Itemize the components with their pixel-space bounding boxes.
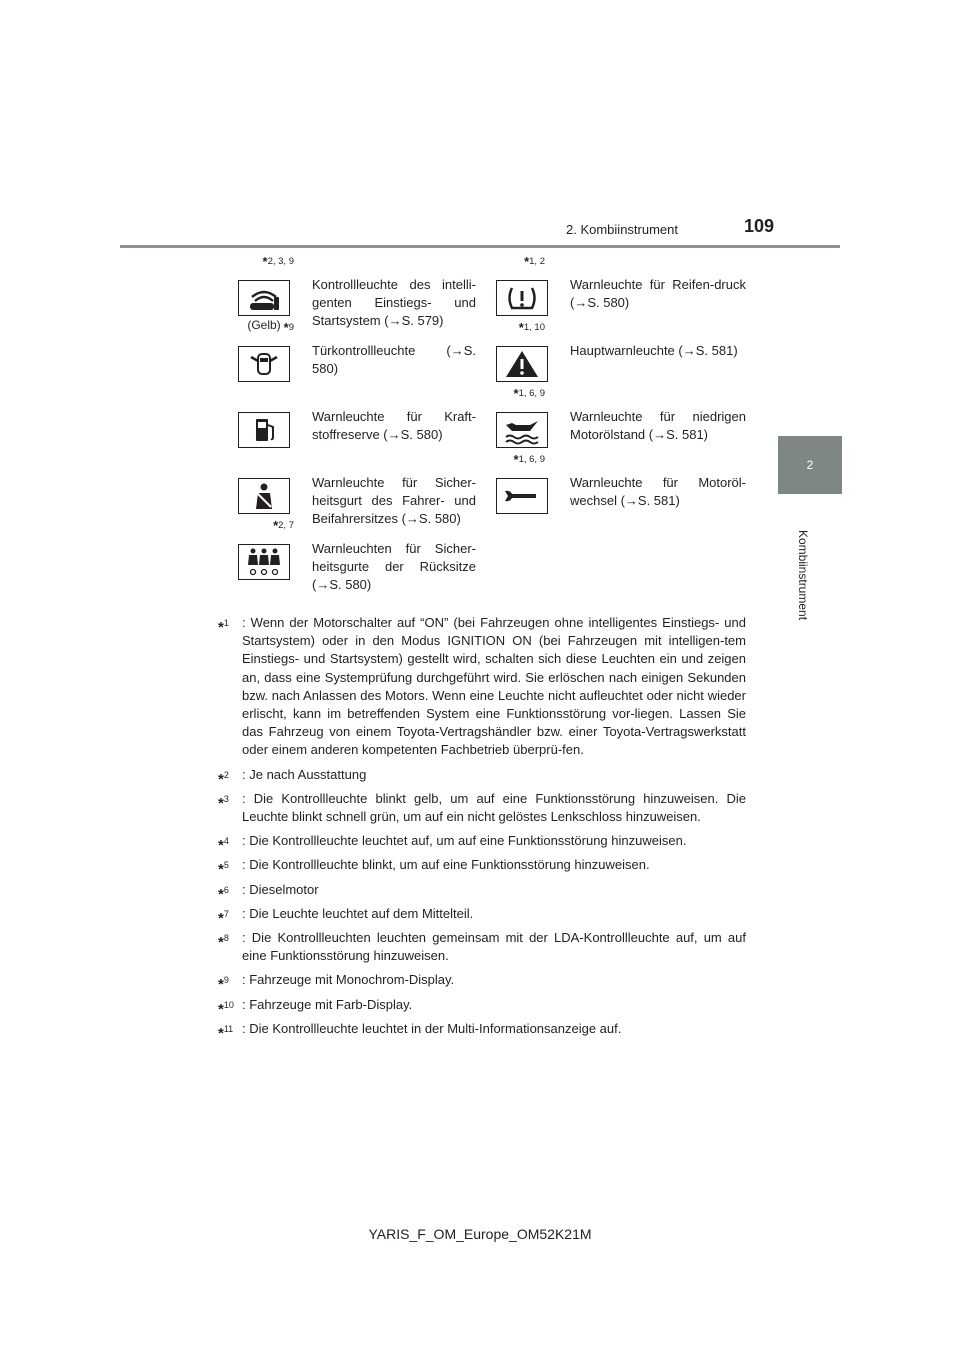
indicator-row: [210, 386, 750, 460]
indicator-description: Warnleuchte für Kraft-stoffreserve (→S. 580): [312, 409, 476, 442]
indicator-entry: [210, 460, 480, 526]
indicator-superscript: 1, 10: [523, 322, 545, 333]
indicator-entry: *1, 6, 9 Warnleuchte für niedrigen Motorölstand (→S. 581): [496, 394, 750, 460]
footnote: *$^7$ : Die Leuchte leuchtet auf dem Mittelteil.: [218, 905, 474, 927]
page-number: 109: [744, 216, 775, 236]
indicator-description: Türkontrollleuchte (→S. 580): [312, 343, 476, 376]
header-rule: [120, 245, 840, 248]
indicator-entry: *2, 3, 9 (Gelb) Kontrollleuchte des intelli-genten Einstiegs- und Startsystem (→S. 579): [210, 262, 480, 328]
indicator-description: Warnleuchte für Motoröl-wechsel (→S. 581): [570, 475, 746, 508]
indicator-row: [210, 452, 750, 526]
tire-pressure-icon: [496, 280, 548, 316]
indicator-entry: *2, 7 Warnleuchten für Sicher-heitsgurte der Rücksitze (→S. 580): [210, 526, 480, 592]
indicator-superscript: 1, 2: [529, 256, 545, 267]
footnote: *$^{11}$ : Die Kontrollleuchte leuchtet in der Multi-Informationsanzeige auf.: [218, 1020, 622, 1042]
indicator-description: Kontrollleuchte des intelli-genten Einstiegs- und Startsystem (→S. 579): [312, 277, 476, 328]
indicator-superscript: 2, 3, 9: [267, 256, 294, 267]
oil-level-icon: [496, 412, 548, 448]
indicator-superscript: 1, 6, 9: [518, 388, 545, 399]
indicator-table: [210, 254, 750, 592]
indicator-description: Warnleuchten für Sicher-heitsgurte der Rücksitze (→S. 580): [312, 541, 476, 592]
indicator-superscript: 1, 6, 9: [518, 454, 545, 465]
indicator-entry: *1, 6, 9 Warnleuchte für Motoröl-wechsel (→S. 581): [496, 460, 750, 526]
document-code: YARIS_F_OM_Europe_OM52K21M: [368, 1226, 592, 1242]
indicator-superscript: 2, 7: [278, 520, 294, 531]
rear-seatbelts-icon: [238, 544, 290, 580]
section-title: 2. Kombiinstrument: [566, 222, 678, 237]
chapter-label: Kombiinstrument: [796, 530, 810, 621]
indicator-entry: *9 Türkontrollleuchte (→S. 580): [210, 328, 480, 394]
smart-entry-key-icon: [238, 280, 290, 316]
footnote: *$^9$ : Fahrzeuge mit Monochrom-Display.: [218, 972, 455, 994]
indicator-caption: (Gelb): [247, 318, 281, 332]
indicator-entry: *1, 2 Warnleuchte für Reifen-druck (→S. 580): [496, 262, 750, 328]
footnote: *$^1$ : Wenn der Motorschalter auf “ON” (bei Fahrzeugen ohne intelligentes Einstiegs- und Startsystem) oder in den Modus IGNITION ON (bei Fahrzeugen mit intelligen-tem Einstiegs- und Startsystem) gestellt wird, schalten sich diese Leuchten ein und zeigen an, dass eine Systemprüfung durchgeführt wird. Sie erlöschen nach einigen Sekunden bzw. nach Anlassen des Motors. Wenn eine Leuchte nicht aufleuchtet oder nicht wieder erlischt, kann im betreffenden System eine Funktionsstörung vor-liegen. Lassen Sie das Fahrzeug von einem Toyota-Vertragshändler bzw. einer Toyota-Vertragswerkstatt oder einem anderen kompetenten Fachbetrieb überprü-fen.: [218, 615, 746, 758]
footnote: *$^2$ : Je nach Ausstattung: [218, 766, 367, 788]
indicator-entry: *1, 10 Hauptwarnleuchte (→S. 581): [496, 328, 750, 394]
footnote: *$^{10}$ : Fahrzeuge mit Farb-Display.: [218, 996, 413, 1018]
indicator-row: [210, 254, 750, 332]
chapter-tab[interactable]: 2: [778, 436, 842, 494]
fuel-pump-icon: [238, 412, 290, 448]
wrench-icon: [496, 478, 548, 514]
indicator-entry: [210, 394, 480, 460]
indicator-row: [210, 518, 750, 592]
master-warning-icon: [496, 346, 548, 382]
indicator-description: Warnleuchte für Sicher-heitsgurt des Fahrer- und Beifahrersitzes (→S. 580): [312, 475, 476, 526]
footnote: *$^4$ : Die Kontrollleuchte leuchtet auf, um auf eine Funktionsstörung hinzuweisen.: [218, 833, 687, 855]
indicator-description: Hauptwarnleuchte (→S. 581): [570, 343, 738, 358]
indicator-superscript: 9: [288, 322, 294, 333]
footnote: *$^6$ : Dieselmotor: [218, 881, 319, 903]
footnote: *$^5$ : Die Kontrollleuchte blinkt, um auf eine Funktionsstörung hinzuweisen.: [218, 857, 650, 879]
footnote: *$^3$ : Die Kontrollleuchte blinkt gelb, um auf eine Funktionsstörung hinzuweisen. Die Leuchte blinkt schnell grün, um auf ein nicht gelöstes Lenkschloss hinzuweisen.: [218, 790, 746, 825]
indicator-description: Warnleuchte für Reifen-druck (→S. 580): [570, 277, 746, 310]
seatbelt-icon: [238, 478, 290, 514]
door-open-icon: [238, 346, 290, 382]
indicator-description: Warnleuchte für niedrigen Motorölstand (→S. 581): [570, 409, 746, 442]
footnotes: [218, 614, 746, 1044]
footnote: *$^8$ : Die Kontrollleuchten leuchten gemeinsam mit der LDA-Kontrollleuchte auf, um auf eine Funktionsstörung hinzuweisen.: [218, 930, 746, 964]
